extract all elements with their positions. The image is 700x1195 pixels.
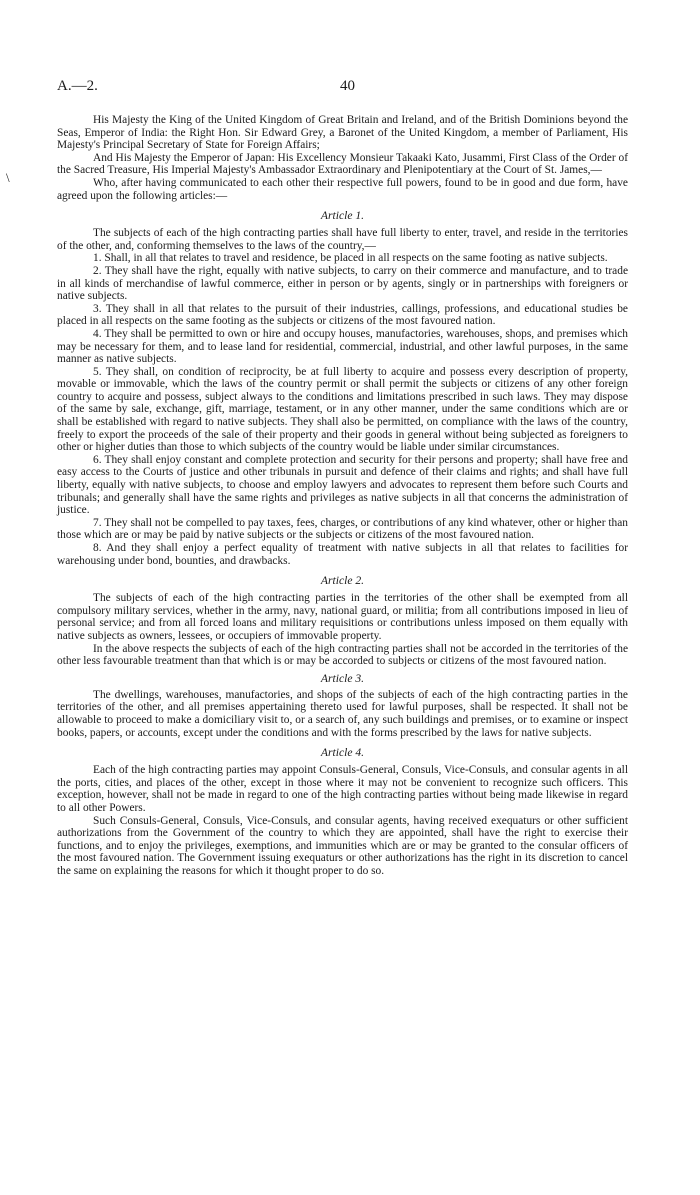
article-paragraph: 5. They shall, on condition of reciprocity, be at full liberty to acquire and possess every description of property, movable or immovable, which the laws of the country permit or shall permit the subjects or citizens of any other foreign country to acquire and possess, subject always to the conditions and limitations prescribed in such laws. They may dispose of the same by sale, exchange, gift, marriage, testament, or in any other manner, under the same conditions which are or shall be established with regard to native subjects. They shall also be permitted, on compliance with the laws of the country, freely to export the proceeds of the sale of their property and their goods in general without being subjected as foreigners to other or higher duties than those to which subjects of the country would be liable under similar circumstances. [57, 365, 628, 454]
article-paragraph: 6. They shall enjoy constant and complete protection and security for their persons and property; shall have free and easy access to the Courts of justice and other tribunals in pursuit and defence of their claims and rights; and shall have full liberty, equally with native subjects, to choose and employ lawyers and advocates to represent them before such Courts and tribunals; and generally shall have the same rights and privileges as native subjects in all that concerns the administration of justice. [57, 453, 628, 517]
article-paragraph: Each of the high contracting parties may appoint Consuls-General, Consuls, Vice-Consuls, and consular agents in all the ports, cities, and places of the other, except in those where it may not be convenient to recognize such officers. This exception, however, shall not be made in regard to one of the high contracting parties without being made likewise in regard to all other Powers. [57, 764, 628, 814]
article-paragraph: The subjects of each of the high contracting parties in the territories of the other shall be exempted from all compulsory military services, whether in the army, navy, national guard, or militia; from all contributions imposed in lieu of personal service; and from all forced loans and military requisitions or contributions unless imposed on them equally with native subjects as owners, lessees, or occupiers of immovable property. [57, 592, 628, 642]
intro-paragraph: Who, after having communicated to each other their respective full powers, found to be in good and due form, have agreed upon the following articles:— [57, 176, 628, 202]
article-paragraph: In the above respects the subjects of each of the high contracting parties shall not be accorded in the territories of the other less favourable treatment than that which is or may be accorded to subjects or citizens of the most favoured nation. [57, 642, 628, 668]
margin-mark: \ [6, 170, 10, 185]
article-paragraph: 8. And they shall enjoy a perfect equality of treatment with native subjects in all that relates to facilities for warehousing under bond, bounties, and drawbacks. [57, 542, 628, 567]
article-heading: Article 2. [320, 574, 365, 588]
article-paragraph: 2. They shall have the right, equally with native subjects, to carry on their commerce and manufacture, and to trade in all kinds of merchandise of lawful commerce, either in person or by agents, singly or in partnerships with foreigners or native subjects. [57, 264, 628, 303]
article-paragraph: 4. They shall be permitted to own or hire and occupy houses, manufactories, warehouses, shops, and premises which may be necessary for them, and to lease land for residential, commercial, industrial, and other lawful purposes, in the same manner as native subjects. [57, 327, 628, 366]
article-paragraph: 3. They shall in all that relates to the pursuit of their industries, callings, professions, and educational studies be placed in all respects on the same footing as the subjects or citizens of the most favoured nation. [57, 302, 628, 328]
article-heading: Article 1. [320, 209, 365, 223]
article-paragraph: 1. Shall, in all that relates to travel and residence, be placed in all respects on the same footing as native subjects. [93, 252, 608, 265]
article-paragraph: 7. They shall not be compelled to pay taxes, fees, charges, or contributions of any kind whatever, other or higher than those which are or may be paid by native subjects or the subjects or citizens of the most favoured nation. [57, 516, 628, 542]
page-header [57, 78, 628, 98]
page-number: 40 [340, 78, 355, 94]
article-heading: Article 3. [320, 671, 365, 685]
article-paragraph: The dwellings, warehouses, manufactories, and shops of the subjects of each of the high contracting parties in the territories of the other, and all premises appertaining thereto used for lawful purposes, shall be respected. It shall not be allowable to proceed to make a domiciliary visit to, or a search of, any such buildings and premises, or to examine or inspect books, papers, or accounts, except under the conditions and with the forms prescribed by the laws for native subjects. [57, 688, 628, 739]
article-paragraph: The subjects of each of the high contracting parties shall have full liberty to enter, travel, and reside in the territories of the other, and, conforming themselves to the laws of the country,— [57, 227, 628, 252]
article-heading: Article 4. [320, 746, 365, 760]
intro-paragraph: His Majesty the King of the United Kingdom of Great Britain and Ireland, and of the British Dominions beyond the Seas, Emperor of India: the Right Hon. Sir Edward Grey, a Baronet of the United Kingdom, a member of Parliament, His Majesty's Principal Secretary of State for Foreign Affairs; [57, 114, 628, 152]
intro-paragraph: And His Majesty the Emperor of Japan: His Excellency Monsieur Takaaki Kato, Jusammi, First Class of the Order of the Sacred Treasure, His Imperial Majesty's Ambassador Extraordinary and Plenipotentiary at the Court of St. James,— [57, 151, 628, 177]
document-body [57, 114, 628, 877]
document-reference: A.—2. [57, 78, 98, 94]
article-paragraph: Such Consuls-General, Consuls, Vice-Consuls, and consular agents, having received exequaturs or other sufficient authorizations from the Government of the country to which they are appointed, shall have the right to exercise their functions, and to enjoy the privileges, exemptions, and immunities which are or may be granted to the consular officers of the most favoured nation. The Government issuing exequaturs or other authorizations has the right in its discretion to cancel the same on explaining the reasons for which it thought proper to do so. [57, 814, 628, 877]
